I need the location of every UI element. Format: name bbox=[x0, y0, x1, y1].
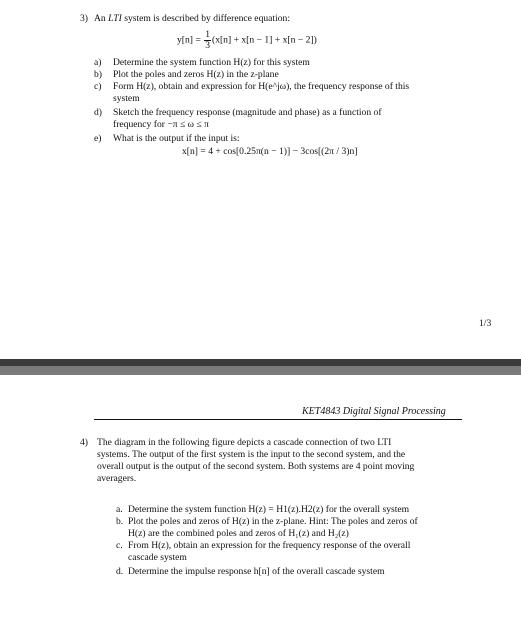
fraction-numerator: 1 bbox=[205, 29, 210, 40]
item-text: From H(z), obtain an expression for the frequency response of the overall bbox=[128, 540, 411, 551]
item-text-continued: frequency for −π ≤ ω ≤ π bbox=[113, 119, 209, 130]
question-3-intro-em: LTI bbox=[108, 13, 122, 24]
item-text: Plot the poles and zeros H(z) in the z-plane bbox=[113, 69, 279, 80]
item-text-continued: system bbox=[113, 93, 140, 104]
item-text: Determine the system function H(z) = H1(z).H2(z) for the overall system bbox=[128, 504, 410, 515]
page-separator-dark bbox=[0, 359, 521, 366]
item-label: b. bbox=[116, 516, 124, 527]
question-4-number: 4) bbox=[80, 437, 88, 448]
item-label: a) bbox=[94, 57, 102, 68]
question-3-intro-post: system is described by difference equation: bbox=[121, 13, 291, 24]
item-text: Form H(z), obtain and expression for H(e^jω), the frequency response of this bbox=[113, 81, 410, 92]
header-rule bbox=[94, 419, 462, 420]
paragraph-line: overall output is the output of the second system. Both systems are 4 point moving bbox=[97, 461, 415, 472]
page-number: 1/3 bbox=[479, 318, 492, 329]
item-label: c. bbox=[116, 540, 123, 551]
item-text: Sketch the frequency response (magnitude and phase) as a function of bbox=[113, 107, 382, 118]
item-text-continued: cascade system bbox=[128, 552, 187, 563]
item-label: a. bbox=[116, 504, 123, 515]
item-label: e) bbox=[94, 133, 102, 144]
question-3-heading bbox=[80, 13, 290, 25]
difference-equation bbox=[177, 30, 317, 51]
difference-equation-fraction bbox=[204, 30, 211, 51]
fraction-denominator: 3 bbox=[205, 40, 210, 51]
input-equation: x[n] = 4 + cos[0.25π(n − 1)] − 3cos[(2π / 3)n] bbox=[182, 146, 358, 157]
page-separator-light bbox=[0, 366, 521, 375]
question-3-number: 3) bbox=[80, 13, 88, 24]
item-label: d. bbox=[116, 566, 124, 577]
item-text: What is the output if the input is: bbox=[113, 133, 240, 144]
item-label: b) bbox=[94, 69, 102, 80]
question-3-intro-pre: An bbox=[94, 13, 109, 24]
item-text: Determine the impulse response h[n] of the overall cascade system bbox=[128, 566, 385, 577]
item-label: d) bbox=[94, 107, 102, 118]
item-text: Plot the poles and zeros of H(z) in the z-plane. Hint: The poles and zeros of bbox=[128, 516, 418, 527]
item-label: c) bbox=[94, 81, 102, 92]
paragraph-line: averagers. bbox=[97, 473, 137, 484]
paragraph-line: systems. The output of the first system is the input to the second system, and the bbox=[97, 449, 406, 460]
item-text-continued: H(z) are the combined poles and zeros of H₁(z) and H₂(z) bbox=[128, 528, 349, 539]
difference-equation-lhs: y[n] = bbox=[177, 34, 204, 46]
course-header-title: KET4843 Digital Signal Processing bbox=[302, 406, 446, 417]
paragraph-line: The diagram in the following figure depicts a cascade connection of two LTI bbox=[97, 437, 392, 448]
difference-equation-rhs: (x[n] + x[n − 1] + x[n − 2]) bbox=[212, 34, 317, 46]
item-text: Determine the system function H(z) for this system bbox=[113, 57, 310, 68]
